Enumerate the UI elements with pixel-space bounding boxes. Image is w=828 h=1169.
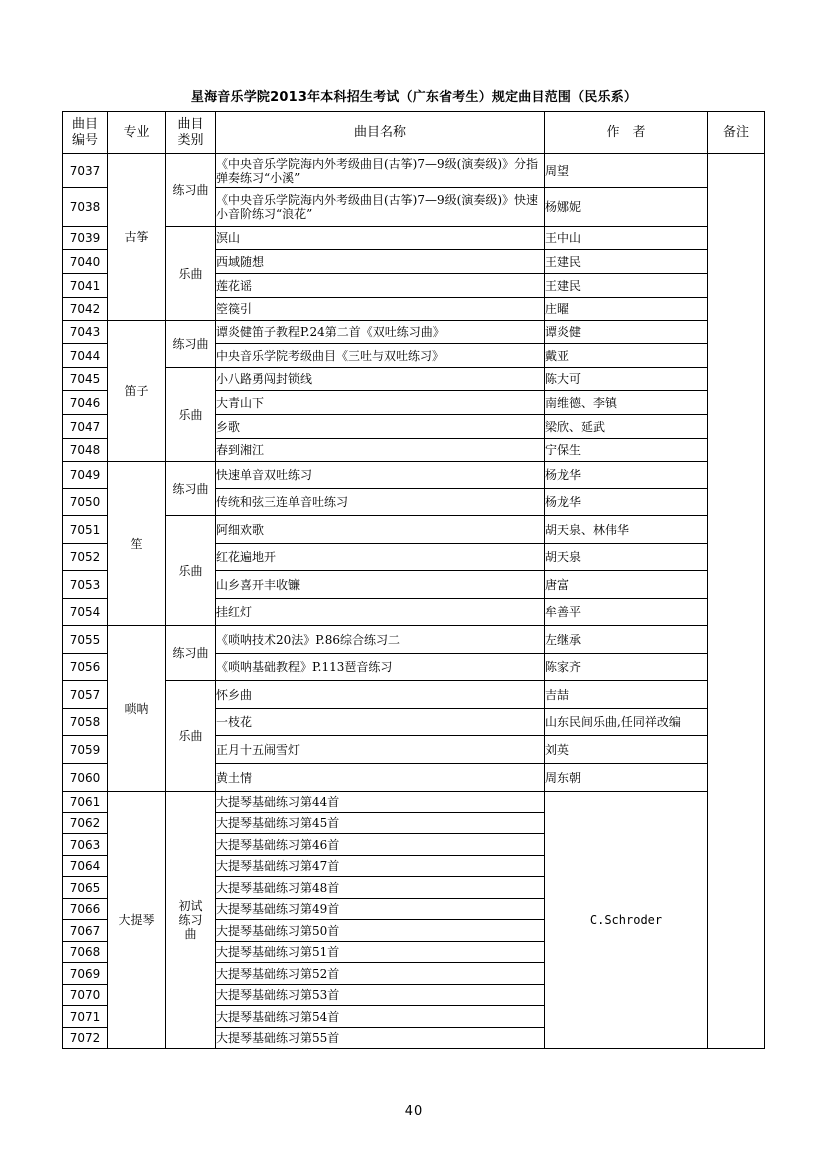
- song-author: 陈家齐: [545, 654, 708, 681]
- category-piece: 乐曲: [166, 516, 216, 626]
- row-num: 7054: [63, 599, 108, 626]
- song-title: 大青山下: [216, 391, 545, 415]
- song-title: 正月十五闹雪灯: [216, 736, 545, 764]
- song-author: 谭炎健: [545, 321, 708, 344]
- song-title: 挂红灯: [216, 599, 545, 626]
- major-cello: 大提琴: [108, 792, 166, 1049]
- row-num: 7048: [63, 439, 108, 462]
- remark-cell: [708, 154, 765, 1049]
- row-num: 7058: [63, 709, 108, 736]
- row-num: 7043: [63, 321, 108, 344]
- song-author: 庄曜: [545, 298, 708, 321]
- song-title: 快速单音双吐练习: [216, 462, 545, 489]
- song-title: 大提琴基础练习第46首: [216, 834, 545, 856]
- row-num: 7050: [63, 489, 108, 516]
- row-num: 7071: [63, 1006, 108, 1028]
- row-num: 7072: [63, 1028, 108, 1049]
- song-title: 西域随想: [216, 250, 545, 274]
- row-num: 7065: [63, 877, 108, 899]
- song-title: 箜篌引: [216, 298, 545, 321]
- song-author: 杨龙华: [545, 462, 708, 489]
- page-title: 星海音乐学院2013年本科招生考试（广东省考生）规定曲目范围（民乐系）: [190, 90, 638, 105]
- song-title: 传统和弦三连单音吐练习: [216, 489, 545, 516]
- song-title: 溟山: [216, 227, 545, 250]
- category-prelim-etude-label: 初试练习曲: [178, 899, 203, 941]
- row-num: 7046: [63, 391, 108, 415]
- song-author: 唐富: [545, 571, 708, 599]
- song-title: 《中央音乐学院海内外考级曲目(古筝)7—9级(演奏级)》分指弹奏练习“小溪”: [216, 154, 545, 188]
- song-author: 王建民: [545, 274, 708, 298]
- row-num: 7068: [63, 942, 108, 963]
- header-major: 专业: [108, 112, 166, 154]
- row-num: 7049: [63, 462, 108, 489]
- row-num: 7044: [63, 344, 108, 368]
- song-author: 宁保生: [545, 439, 708, 462]
- song-author: 南维德、李镇: [545, 391, 708, 415]
- row-num: 7040: [63, 250, 108, 274]
- category-etude: 练习曲: [166, 154, 216, 227]
- row-num: 7070: [63, 985, 108, 1006]
- song-title: 大提琴基础练习第51首: [216, 942, 545, 963]
- category-etude: 练习曲: [166, 626, 216, 681]
- page-number: 40: [404, 1104, 424, 1119]
- row-num: 7060: [63, 764, 108, 792]
- song-title: 《唢呐基础教程》P.113琶音练习: [216, 654, 545, 681]
- song-author: 胡天泉、林伟华: [545, 516, 708, 544]
- row-num: 7067: [63, 920, 108, 942]
- repertoire-table: [62, 111, 765, 1049]
- major-dizi: 笛子: [108, 321, 166, 462]
- song-title: 大提琴基础练习第55首: [216, 1028, 545, 1049]
- song-title: 阿细欢歌: [216, 516, 545, 544]
- song-author: 刘英: [545, 736, 708, 764]
- row-num: 7064: [63, 856, 108, 877]
- song-author: 周东朝: [545, 764, 708, 792]
- major-suona: 唢呐: [108, 626, 166, 792]
- row-num: 7042: [63, 298, 108, 321]
- song-title: 一枝花: [216, 709, 545, 736]
- header-author: 作 者: [545, 112, 708, 154]
- song-author: 杨龙华: [545, 489, 708, 516]
- song-author: 周望: [545, 154, 708, 188]
- header-num: 曲目编号: [63, 112, 108, 154]
- row-num: 7051: [63, 516, 108, 544]
- row-num: 7041: [63, 274, 108, 298]
- row-num: 7063: [63, 834, 108, 856]
- song-title: 大提琴基础练习第54首: [216, 1006, 545, 1028]
- song-title: 莲花谣: [216, 274, 545, 298]
- row-num: 7059: [63, 736, 108, 764]
- row-num: 7069: [63, 963, 108, 985]
- song-author: 山东民间乐曲,任同祥改编: [545, 709, 708, 736]
- row-num: 7057: [63, 681, 108, 709]
- song-author: 陈大可: [545, 368, 708, 391]
- row-num: 7039: [63, 227, 108, 250]
- category-etude: 练习曲: [166, 462, 216, 516]
- category-prelim-etude: [166, 792, 216, 1049]
- song-title: 大提琴基础练习第52首: [216, 963, 545, 985]
- song-title: 《唢呐技术20法》P.86综合练习二: [216, 626, 545, 654]
- song-author: 杨娜妮: [545, 188, 708, 227]
- song-title: 大提琴基础练习第47首: [216, 856, 545, 877]
- header-category: 曲目类别: [166, 112, 216, 154]
- header-remark: 备注: [708, 112, 765, 154]
- song-author: 戴亚: [545, 344, 708, 368]
- song-author: C.Schroder: [545, 792, 708, 1049]
- row-num: 7052: [63, 544, 108, 571]
- category-etude: 练习曲: [166, 321, 216, 368]
- row-num: 7045: [63, 368, 108, 391]
- song-title: 大提琴基础练习第49首: [216, 899, 545, 920]
- song-title: 大提琴基础练习第50首: [216, 920, 545, 942]
- song-author: 梁欣、延武: [545, 415, 708, 439]
- row-num: 7055: [63, 626, 108, 654]
- row-num: 7056: [63, 654, 108, 681]
- song-author: 牟善平: [545, 599, 708, 626]
- song-title: 春到湘江: [216, 439, 545, 462]
- song-title: 红花遍地开: [216, 544, 545, 571]
- song-title: 山乡喜开丰收镰: [216, 571, 545, 599]
- song-author: 王中山: [545, 227, 708, 250]
- row-num: 7053: [63, 571, 108, 599]
- song-title: 大提琴基础练习第44首: [216, 792, 545, 813]
- song-title: 大提琴基础练习第48首: [216, 877, 545, 899]
- song-title: 中央音乐学院考级曲目《三吐与双吐练习》: [216, 344, 545, 368]
- major-sheng: 笙: [108, 462, 166, 626]
- song-title: 大提琴基础练习第53首: [216, 985, 545, 1006]
- song-title: 谭炎健笛子教程P.24第二首《双吐练习曲》: [216, 321, 545, 344]
- row-num: 7038: [63, 188, 108, 227]
- song-author: 左继承: [545, 626, 708, 654]
- song-title: 小八路勇闯封锁线: [216, 368, 545, 391]
- song-author: 王建民: [545, 250, 708, 274]
- row-num: 7061: [63, 792, 108, 813]
- song-title: 怀乡曲: [216, 681, 545, 709]
- category-piece: 乐曲: [166, 227, 216, 321]
- song-author: 吉喆: [545, 681, 708, 709]
- row-num: 7037: [63, 154, 108, 188]
- song-title: 黄土情: [216, 764, 545, 792]
- song-title: 乡歌: [216, 415, 545, 439]
- song-title: 大提琴基础练习第45首: [216, 813, 545, 834]
- header-song: 曲目名称: [216, 112, 545, 154]
- row-num: 7066: [63, 899, 108, 920]
- category-piece: 乐曲: [166, 368, 216, 462]
- row-num: 7062: [63, 813, 108, 834]
- category-piece: 乐曲: [166, 681, 216, 792]
- song-author: 胡天泉: [545, 544, 708, 571]
- row-num: 7047: [63, 415, 108, 439]
- major-guzheng: 古筝: [108, 154, 166, 321]
- song-title: 《中央音乐学院海内外考级曲目(古筝)7—9级(演奏级)》快速小音阶练习“浪花”: [216, 188, 545, 227]
